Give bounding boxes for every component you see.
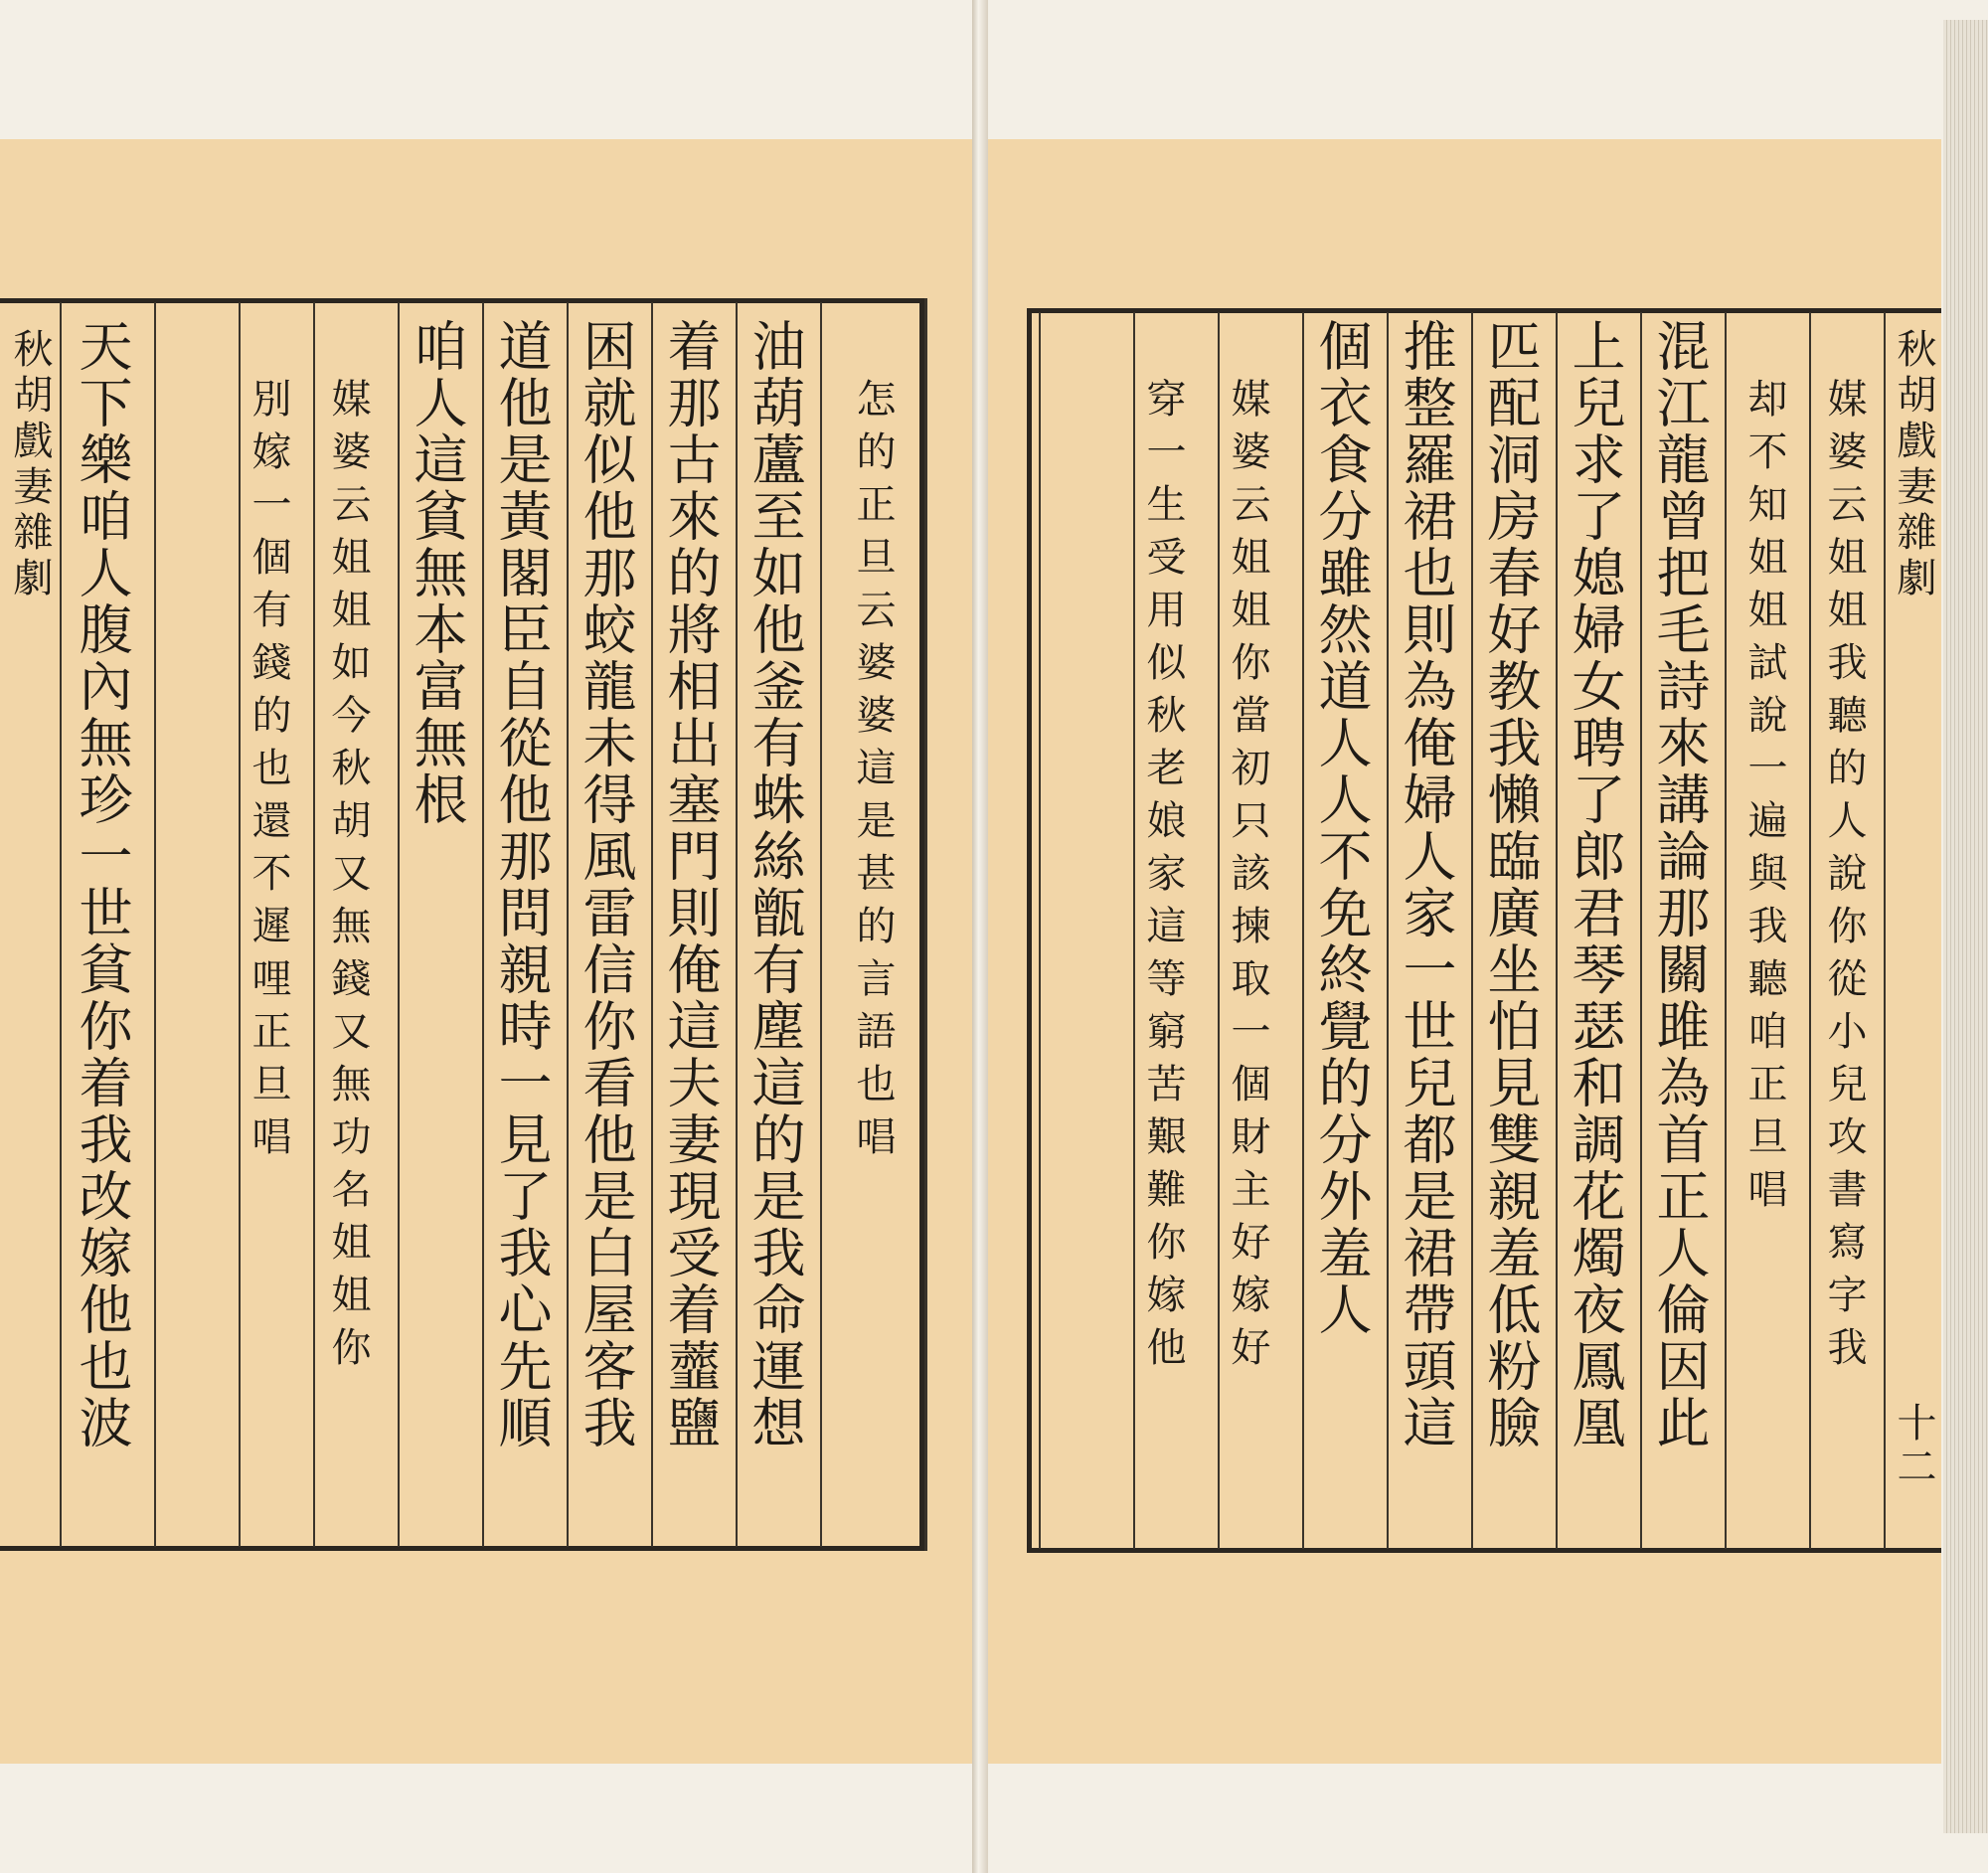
fold-title: 秋胡戲妻雜劇 (7, 328, 53, 602)
column-rule (1640, 312, 1642, 1549)
column-rule (651, 302, 653, 1547)
text-column: 困就似他那蛟龍未得風雷信你看他是白屋客我 (575, 318, 637, 1451)
text-column: 天下樂咱人腹內無珍一世貧你着我改嫁他也波 (71, 318, 133, 1451)
column-rule (1556, 312, 1558, 1549)
left-outer-rule (924, 298, 927, 1551)
column-rule (1387, 312, 1389, 1549)
text-column: 別嫁一個有錢的也還不遲哩正旦唱 (246, 378, 291, 1168)
page-edges (1943, 20, 1988, 1833)
folio-number: 十二 (1891, 1402, 1936, 1489)
column-rule (60, 302, 62, 1547)
text-column: 油葫蘆至如他釜有蛛絲甑有塵這的是我命運想 (744, 318, 806, 1451)
column-rule (567, 302, 569, 1547)
text-column: 匹配洞房春好教我懶臨廣坐怕見雙親羞低粉臉 (1479, 318, 1542, 1451)
text-column: 咱人這貧無本富無根 (406, 318, 468, 828)
fold-title: 秋胡戲妻雜劇 (1891, 328, 1936, 602)
column-rule (736, 302, 738, 1547)
column-rule (1133, 312, 1135, 1549)
text-column: 穿一生受用似秋老娘家這等窮苦艱難你嫁他 (1140, 378, 1186, 1379)
column-rule (1884, 312, 1886, 1549)
column-rule (482, 302, 484, 1547)
column-rule (1302, 312, 1304, 1549)
column-rule (239, 302, 241, 1547)
text-column: 却不知姐姐試說一遍與我聽咱正旦唱 (1741, 378, 1787, 1221)
column-rule (154, 302, 156, 1547)
book-gutter (972, 0, 988, 1873)
text-column: 着那古來的將相出塞門則俺這夫妻現受着虀鹽 (659, 318, 722, 1451)
column-rule (1039, 312, 1041, 1549)
column-rule (1218, 312, 1220, 1549)
text-column: 道他是黃閣臣自從他那問親時一見了我心先順 (490, 318, 553, 1451)
column-rule (313, 302, 315, 1547)
column-rule (398, 302, 400, 1547)
text-column: 媒婆云姐姐如今秋胡又無錢又無功名姐姐你 (325, 378, 371, 1379)
text-column: 媒婆云姐姐我聽的人說你從小兒攻書寫字我 (1821, 378, 1867, 1379)
column-rule (1471, 312, 1473, 1549)
column-rule (820, 302, 822, 1547)
text-column: 怎的正旦云婆婆這是甚的言語也唱 (850, 378, 896, 1168)
column-rule (1725, 312, 1727, 1549)
text-column: 個衣食分雖然道人人不免終覺的分外羞人 (1310, 318, 1373, 1338)
text-column: 媒婆云姐姐你當初只該揀取一個財主好嫁好 (1225, 378, 1270, 1379)
text-column: 上兒求了媳婦女聘了郎君琴瑟和調花燭夜鳳凰 (1564, 318, 1626, 1451)
text-column: 混江龍曾把毛詩來講論那關雎為首正人倫因此 (1648, 318, 1711, 1451)
column-rule (1809, 312, 1811, 1549)
text-column: 推整羅裙也則為俺婦人家一世兒都是裙帶頭這 (1395, 318, 1457, 1451)
